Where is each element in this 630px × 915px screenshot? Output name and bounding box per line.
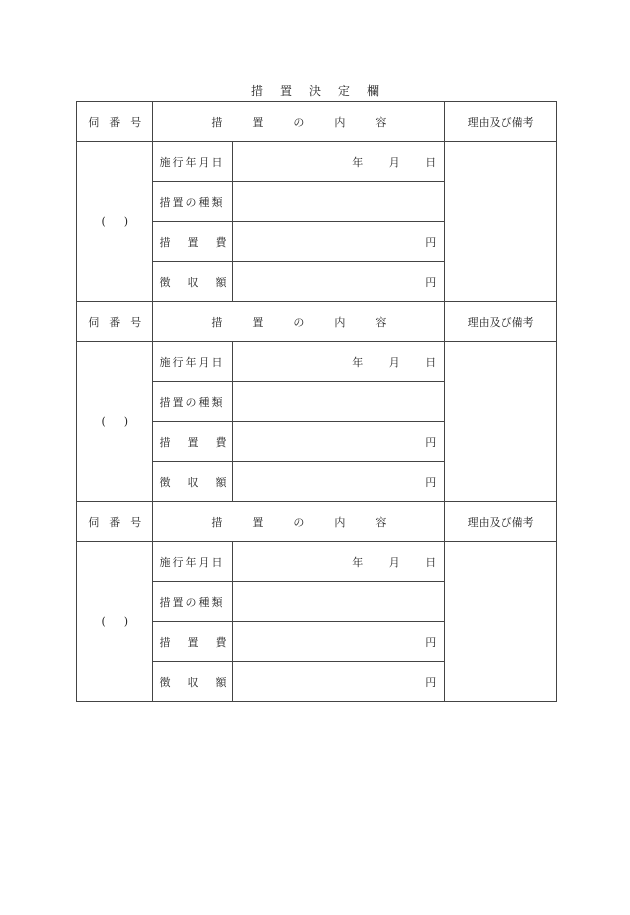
content-header: 措置の内容 <box>153 502 445 542</box>
collect-field[interactable] <box>232 462 444 502</box>
number-header: 伺番号 <box>77 302 153 342</box>
yen-unit: 円 <box>425 675 437 689</box>
day-unit: 日 <box>425 355 437 369</box>
yen-unit: 円 <box>425 235 437 249</box>
note-cell[interactable] <box>445 342 557 502</box>
collect-field[interactable] <box>232 662 444 702</box>
type-field[interactable] <box>232 382 444 422</box>
date-label: 施行年月日 <box>153 142 232 182</box>
content-header: 措置の内容 <box>153 102 445 142</box>
header-row <box>77 502 557 542</box>
cost-label: 措置費 <box>153 222 232 262</box>
date-label: 施行年月日 <box>153 342 232 382</box>
cost-label: 措置費 <box>153 622 232 662</box>
year-unit: 年 <box>352 555 364 569</box>
collect-label: 徴収額 <box>153 662 232 702</box>
date-label: 施行年月日 <box>153 542 232 582</box>
yen-unit: 円 <box>425 275 437 289</box>
month-unit: 月 <box>388 155 400 169</box>
type-field[interactable] <box>232 182 444 222</box>
cost-label: 措置費 <box>153 422 232 462</box>
date-field[interactable] <box>232 542 444 582</box>
year-unit: 年 <box>352 155 364 169</box>
cost-field[interactable] <box>232 222 444 262</box>
collect-field[interactable] <box>232 262 444 302</box>
day-unit: 日 <box>425 155 437 169</box>
date-row <box>77 542 557 582</box>
type-label: 措置の種類 <box>153 182 232 222</box>
note-header: 理由及び備考 <box>445 102 557 142</box>
form-title: 措置決定欄 <box>250 84 396 98</box>
cost-field[interactable] <box>232 622 444 662</box>
day-unit: 日 <box>425 555 437 569</box>
cost-field[interactable] <box>232 422 444 462</box>
yen-unit: 円 <box>425 435 437 449</box>
type-label: 措置の種類 <box>153 382 232 422</box>
header-row <box>77 302 557 342</box>
date-row <box>77 342 557 382</box>
number-cell[interactable]: () <box>77 342 153 502</box>
month-unit: 月 <box>388 355 400 369</box>
yen-unit: 円 <box>425 475 437 489</box>
date-field[interactable] <box>232 142 444 182</box>
yen-unit: 円 <box>425 635 437 649</box>
content-header: 措置の内容 <box>153 302 445 342</box>
number-header: 伺番号 <box>77 102 153 142</box>
note-header: 理由及び備考 <box>445 302 557 342</box>
decision-table <box>76 101 557 702</box>
note-cell[interactable] <box>445 142 557 302</box>
date-row <box>77 142 557 182</box>
collect-label: 徴収額 <box>153 262 232 302</box>
header-row <box>77 102 557 142</box>
number-cell[interactable]: () <box>77 542 153 702</box>
date-field[interactable] <box>232 342 444 382</box>
number-header: 伺番号 <box>77 502 153 542</box>
note-cell[interactable] <box>445 542 557 702</box>
year-unit: 年 <box>352 355 364 369</box>
type-field[interactable] <box>232 582 444 622</box>
collect-label: 徴収額 <box>153 462 232 502</box>
type-label: 措置の種類 <box>153 582 232 622</box>
note-header: 理由及び備考 <box>445 502 557 542</box>
number-cell[interactable]: () <box>77 142 153 302</box>
month-unit: 月 <box>388 555 400 569</box>
